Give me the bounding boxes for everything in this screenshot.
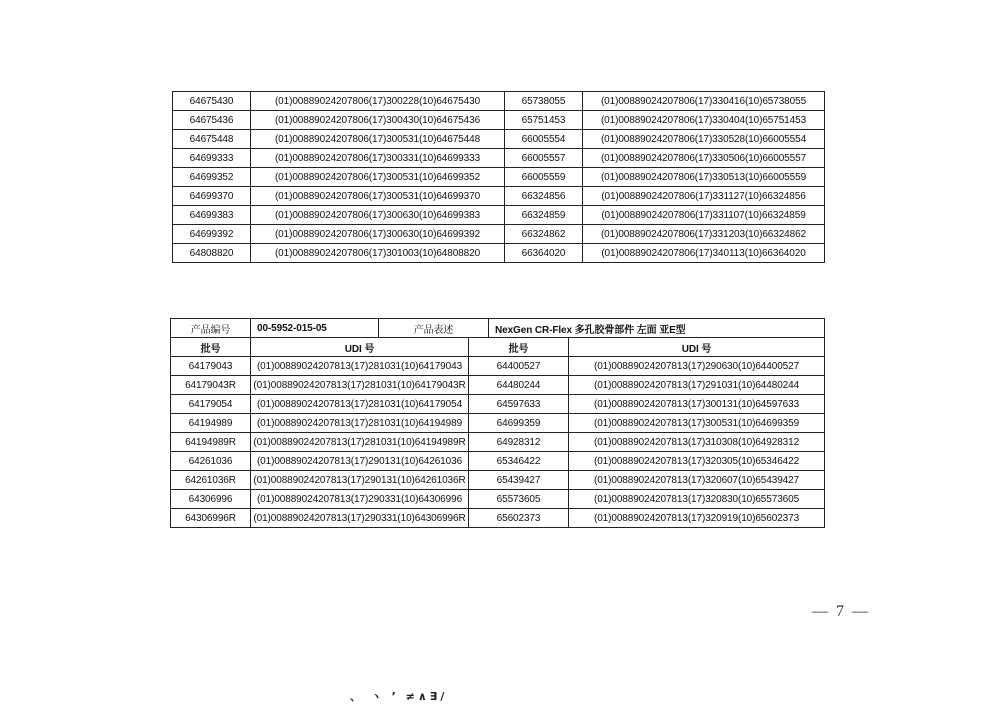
udi-code: (01)00889024207806(17)301003(10)64808820: [251, 244, 505, 263]
udi-code: (01)00889024207806(17)300331(10)64699333: [251, 149, 505, 168]
udi-code: (01)00889024207806(17)300228(10)64675430: [251, 92, 505, 111]
udi-code: (01)00889024207813(17)281031(10)64179043: [251, 357, 469, 376]
udi-code: (01)00889024207806(17)300531(10)64675448: [251, 130, 505, 149]
batch-number: 64261036R: [171, 471, 251, 490]
udi-code: (01)00889024207806(17)340113(10)66364020: [583, 244, 825, 263]
udi-code: (01)00889024207806(17)330404(10)65751453: [583, 111, 825, 130]
header-row: [171, 338, 825, 357]
table-row: [171, 433, 825, 452]
header-udi-2: UDI 号: [569, 338, 825, 357]
udi-code: (01)00889024207806(17)300531(10)64699352: [251, 168, 505, 187]
table-row: [171, 509, 825, 528]
batch-number: 64699383: [173, 206, 251, 225]
udi-code: (01)00889024207806(17)331107(10)66324859: [583, 206, 825, 225]
udi-code: (01)00889024207806(17)300430(10)64675436: [251, 111, 505, 130]
product-desc-label: 产品表述: [379, 319, 489, 338]
udi-table-1-body: [173, 92, 825, 263]
batch-number: 65439427: [469, 471, 569, 490]
table-row: [171, 376, 825, 395]
udi-code: (01)00889024207806(17)330506(10)66005557: [583, 149, 825, 168]
table-row: [171, 357, 825, 376]
udi-table-2: [170, 318, 825, 528]
batch-number: 65346422: [469, 452, 569, 471]
batch-number: 64179054: [171, 395, 251, 414]
batch-number: 64597633: [469, 395, 569, 414]
batch-number: 66005557: [505, 149, 583, 168]
udi-table-1: [172, 91, 825, 263]
table-row: [173, 244, 825, 263]
table-row: [173, 168, 825, 187]
batch-number: 66005559: [505, 168, 583, 187]
product-info-row: [171, 319, 825, 338]
table-row: [173, 130, 825, 149]
batch-number: 64194989R: [171, 433, 251, 452]
batch-number: 64194989: [171, 414, 251, 433]
udi-code: (01)00889024207806(17)300531(10)64699370: [251, 187, 505, 206]
udi-code: (01)00889024207813(17)320607(10)65439427: [569, 471, 825, 490]
table-row: [171, 471, 825, 490]
table-row: [171, 490, 825, 509]
udi-code: (01)00889024207813(17)281031(10)64194989: [251, 414, 469, 433]
udi-code: (01)00889024207813(17)320919(10)65602373: [569, 509, 825, 528]
udi-code: (01)00889024207813(17)281031(10)64179054: [251, 395, 469, 414]
batch-number: 65602373: [469, 509, 569, 528]
batch-number: 64675430: [173, 92, 251, 111]
stamp-fragment: 、 ヽ ’ ≠∧∃/: [350, 690, 448, 703]
header-udi-1: UDI 号: [251, 338, 469, 357]
batch-number: 64261036: [171, 452, 251, 471]
table-row: [173, 225, 825, 244]
table-row: [171, 395, 825, 414]
batch-number: 65573605: [469, 490, 569, 509]
table-row: [173, 187, 825, 206]
udi-code: (01)00889024207806(17)331127(10)66324856: [583, 187, 825, 206]
udi-code: (01)00889024207813(17)300531(10)64699359: [569, 414, 825, 433]
batch-number: 66005554: [505, 130, 583, 149]
udi-code: (01)00889024207813(17)290131(10)64261036R: [251, 471, 469, 490]
batch-number: 64179043R: [171, 376, 251, 395]
udi-code: (01)00889024207813(17)310308(10)64928312: [569, 433, 825, 452]
table-row: [173, 92, 825, 111]
batch-number: 64928312: [469, 433, 569, 452]
batch-number: 64306996: [171, 490, 251, 509]
udi-code: (01)00889024207813(17)290331(10)64306996: [251, 490, 469, 509]
udi-code: (01)00889024207813(17)320305(10)65346422: [569, 452, 825, 471]
udi-code: (01)00889024207806(17)330513(10)66005559: [583, 168, 825, 187]
udi-code: (01)00889024207813(17)290131(10)64261036: [251, 452, 469, 471]
udi-code: (01)00889024207806(17)331203(10)66324862: [583, 225, 825, 244]
table-row: [173, 206, 825, 225]
udi-code: (01)00889024207806(17)330528(10)66005554: [583, 130, 825, 149]
header-batch-1: 批号: [171, 338, 251, 357]
udi-code: (01)00889024207813(17)291031(10)64480244: [569, 376, 825, 395]
batch-number: 64699359: [469, 414, 569, 433]
udi-code: (01)00889024207813(17)290331(10)64306996R: [251, 509, 469, 528]
page-number: — 7 —: [812, 603, 870, 620]
product-code: 00-5952-015-05: [251, 319, 379, 338]
udi-code: (01)00889024207813(17)320830(10)65573605: [569, 490, 825, 509]
batch-number: 64699392: [173, 225, 251, 244]
batch-number: 65738055: [505, 92, 583, 111]
udi-code: (01)00889024207813(17)290630(10)64400527: [569, 357, 825, 376]
udi-code: (01)00889024207806(17)300630(10)64699383: [251, 206, 505, 225]
table-row: [171, 414, 825, 433]
table-row: [171, 452, 825, 471]
udi-code: (01)00889024207813(17)281031(10)64179043R: [251, 376, 469, 395]
udi-table-2-body: [171, 319, 825, 528]
product-code-label: 产品编号: [171, 319, 251, 338]
batch-number: 66324859: [505, 206, 583, 225]
batch-number: 66324856: [505, 187, 583, 206]
batch-number: 64675436: [173, 111, 251, 130]
udi-code: (01)00889024207806(17)300630(10)64699392: [251, 225, 505, 244]
batch-number: 64179043: [171, 357, 251, 376]
batch-number: 66364020: [505, 244, 583, 263]
udi-code: (01)00889024207813(17)281031(10)64194989R: [251, 433, 469, 452]
udi-code: (01)00889024207806(17)330416(10)65738055: [583, 92, 825, 111]
batch-number: 64480244: [469, 376, 569, 395]
udi-code: (01)00889024207813(17)300131(10)64597633: [569, 395, 825, 414]
batch-number: 66324862: [505, 225, 583, 244]
table-row: [173, 111, 825, 130]
product-desc: NexGen CR-Flex 多孔胶骨部件 左面 亚E型: [489, 319, 825, 338]
batch-number: 64808820: [173, 244, 251, 263]
table-row: [173, 149, 825, 168]
batch-number: 64400527: [469, 357, 569, 376]
batch-number: 64699352: [173, 168, 251, 187]
batch-number: 65751453: [505, 111, 583, 130]
batch-number: 64699370: [173, 187, 251, 206]
batch-number: 64675448: [173, 130, 251, 149]
header-batch-2: 批号: [469, 338, 569, 357]
batch-number: 64699333: [173, 149, 251, 168]
batch-number: 64306996R: [171, 509, 251, 528]
